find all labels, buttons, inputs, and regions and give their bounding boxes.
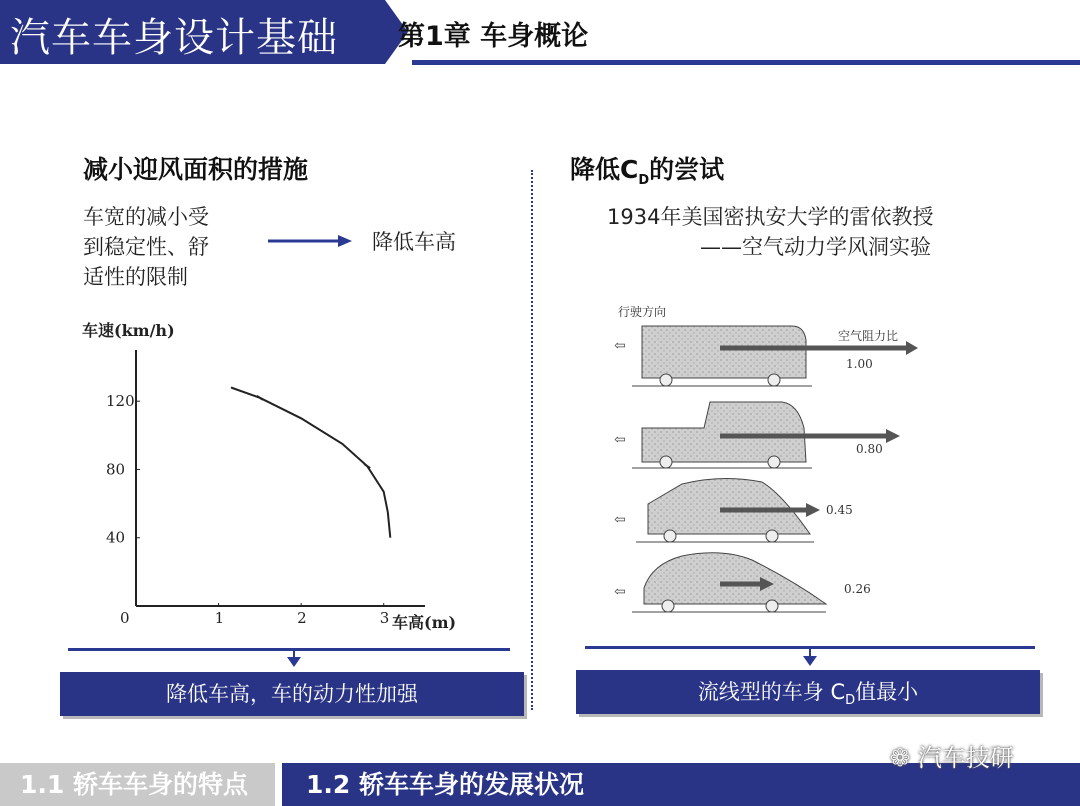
x-tick-label: 3 — [379, 609, 390, 627]
arrow-left-icon: ⇦ — [614, 432, 626, 448]
drag-value: 0.26 — [844, 582, 871, 596]
chapter-title: 第1章 车身概论 — [398, 21, 589, 52]
direction-label: 行驶方向 — [618, 305, 667, 319]
reason-text — [83, 202, 209, 292]
drag-label: 空气阻力比 — [838, 329, 899, 343]
speed-curve — [231, 388, 390, 538]
x-axis-label: 车高(m) — [392, 613, 457, 632]
speed-height-chart — [70, 310, 490, 640]
car-streamlined — [614, 553, 871, 612]
down-arrow-icon — [803, 656, 817, 666]
arrow-left-icon: ⇦ — [614, 338, 626, 354]
experiment-line1: 1934年美国密执安大学的雷依教授 — [607, 205, 934, 229]
drag-value: 0.80 — [856, 442, 883, 456]
right-result-box: 流线型的车身 $C_D$值最小 — [576, 670, 1040, 714]
drag-value: 0.45 — [826, 503, 853, 517]
conclusion-text: 降低车高 — [372, 230, 456, 254]
x-tick-label: 1 — [214, 609, 225, 627]
x-tick-label: 0 — [120, 609, 130, 627]
arrow-left-icon: ⇦ — [614, 584, 626, 600]
y-axis-label: 车速(km/h) — [82, 321, 175, 340]
left-heading: 减小迎风面积的措施 — [83, 155, 309, 184]
left-result-box: 降低车高，车的动力性加强 — [60, 672, 524, 716]
x-tick-label: 2 — [297, 609, 307, 627]
right-heading: 降低$C_D$的尝试 — [570, 155, 725, 188]
car-fastback — [614, 478, 853, 542]
y-tick-label: 40 — [106, 528, 126, 547]
left-result-line — [68, 648, 510, 651]
watermark: ❁ 汽车技研 — [890, 744, 1014, 772]
experiment-line2: ——空气动力学风洞实验 — [700, 235, 931, 259]
header-underline — [412, 60, 1080, 65]
reason-line: 到稳定性、舒 — [83, 235, 209, 259]
arrow-left-icon: ⇦ — [614, 512, 626, 528]
footer-tab-1-1[interactable]: 1.1 轿车车身的特点 — [0, 763, 275, 806]
footer-tab-1-2[interactable]: 1.2 轿车车身的发展状况 — [282, 763, 1080, 806]
drag-value: 1.00 — [846, 357, 873, 371]
y-tick-label: 80 — [106, 460, 126, 479]
wind-tunnel-figure — [612, 298, 942, 628]
down-arrow-icon — [287, 657, 301, 667]
right-result-stem — [809, 648, 811, 656]
course-title: 汽车车身设计基础 — [10, 15, 338, 61]
y-tick-label: 120 — [106, 392, 135, 411]
reason-line: 车宽的减小受 — [83, 205, 209, 229]
wechat-icon: ❁ — [890, 744, 918, 772]
panel-divider — [531, 170, 533, 710]
reason-line: 适性的限制 — [83, 265, 188, 289]
right-arrow-icon — [268, 233, 353, 249]
car-sedan — [614, 402, 900, 468]
